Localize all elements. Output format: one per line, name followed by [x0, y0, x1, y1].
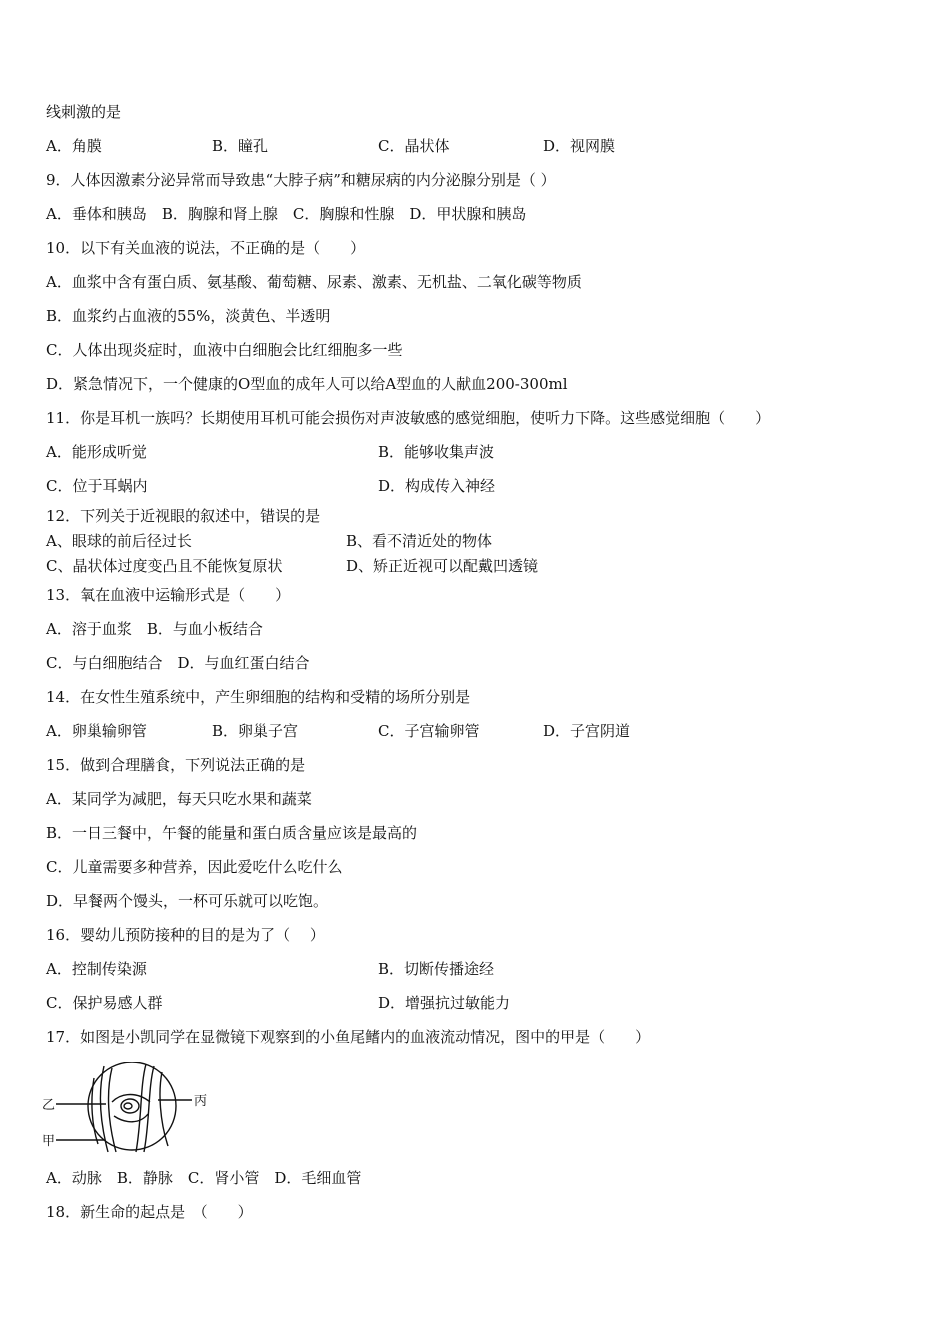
q11-option-d: D．构成传入神经	[378, 477, 496, 495]
q16-option-d: D．增强抗过敏能力	[378, 994, 511, 1012]
question-17: 17．如图是小凯同学在显微镜下观察到的小鱼尾鳍内的血液流动情况，图中的甲是（ ）	[46, 1028, 651, 1046]
q14-option-c: C．子宫输卵管	[378, 722, 480, 740]
q16-option-c: C．保护易感人群	[46, 994, 163, 1012]
q15-option-b: B．一日三餐中，午餐的能量和蛋白质含量应该是最高的	[46, 824, 418, 842]
q8-option-d: D．视网膜	[543, 137, 616, 155]
q15-option-a: A．某同学为减肥，每天只吃水果和蔬菜	[46, 790, 312, 808]
question-9: 9．人体因激素分泌异常而导致患“大脖子病”和糖尿病的内分泌腺分别是（ ）	[46, 171, 556, 189]
question-10: 10．以下有关血液的说法，不正确的是（ ）	[46, 239, 366, 257]
q14-option-b: B．卵巢子宫	[212, 722, 299, 740]
q12-option-b: B、看不清近处的物体	[346, 532, 493, 550]
q11-option-c: C．位于耳蜗内	[46, 477, 148, 495]
fish-tail-microscope-figure	[42, 1062, 222, 1154]
q15-option-d: D．早餐两个馒头，一杯可乐就可以吃饱。	[46, 892, 329, 910]
q10-option-b: B．血浆约占血液的55%，淡黄色、半透明	[46, 307, 331, 325]
q14-option-a: A．卵巢输卵管	[46, 722, 147, 740]
q12-option-a: A、眼球的前后径过长	[46, 532, 192, 550]
q13-options-row1: A．溶于血浆 B．与血小板结合	[46, 620, 263, 638]
q11-option-a: A．能形成听觉	[46, 443, 147, 461]
q8-option-b: B．瞳孔	[212, 137, 269, 155]
figure-label-bing: 丙	[194, 1094, 208, 1109]
question-8-tail: 线刺激的是	[46, 103, 122, 121]
q13-options-row2: C．与白细胞结合 D．与血红蛋白结合	[46, 654, 310, 672]
blood-flow-diagram	[42, 1062, 222, 1154]
question-12: 12．下列关于近视眼的叙述中，错误的是	[46, 507, 321, 525]
q15-option-c: C．儿童需要多种营养，因此爱吃什么吃什么	[46, 858, 343, 876]
q9-options: A．垂体和胰岛 B．胸腺和肾上腺 C．胸腺和性腺 D．甲状腺和胰岛	[46, 205, 527, 223]
q8-option-c: C．晶状体	[378, 137, 450, 155]
q16-option-b: B．切断传播途经	[378, 960, 495, 978]
vessel-right	[136, 1064, 146, 1152]
q14-option-d: D．子宫阴道	[543, 722, 631, 740]
q12-option-d: D、矫正近视可以配戴凹透镜	[346, 557, 539, 575]
q10-option-a: A．血浆中含有蛋白质、氨基酸、葡萄糖、尿素、激素、无机盐、二氧化碳等物质	[46, 273, 582, 291]
q12-option-c: C、晶状体过度变凸且不能恢复原状	[46, 557, 283, 575]
question-13: 13．氧在血液中运输形式是（ ）	[46, 586, 291, 604]
question-14: 14．在女性生殖系统中，产生卵细胞的结构和受精的场所分别是	[46, 688, 471, 706]
question-18: 18．新生命的起点是 （ ）	[46, 1203, 253, 1221]
q8-option-a: A．角膜	[46, 137, 102, 155]
q10-option-d: D．紧急情况下，一个健康的O型血的成年人可以给A型血的人献血200-300ml	[46, 375, 568, 393]
figure-label-yi: 乙	[42, 1098, 56, 1113]
vessel-left	[101, 1066, 108, 1152]
figure-label-jia: 甲	[42, 1134, 56, 1149]
q17-options: A．动脉 B．静脉 C．肾小管 D．毛细血管	[46, 1169, 362, 1187]
q11-option-b: B．能够收集声波	[378, 443, 495, 461]
question-15: 15．做到合理膳食，下列说法正确的是	[46, 756, 306, 774]
q10-option-c: C．人体出现炎症时，血液中白细胞会比红细胞多一些	[46, 341, 403, 359]
q16-option-a: A．控制传染源	[46, 960, 147, 978]
question-11: 11．你是耳机一族吗？长期使用耳机可能会损伤对声波敏感的感觉细胞，使听力下降。这些感觉细胞（ ）	[46, 409, 771, 427]
question-16: 16．婴幼儿预防接种的目的是为了（ ）	[46, 926, 325, 944]
